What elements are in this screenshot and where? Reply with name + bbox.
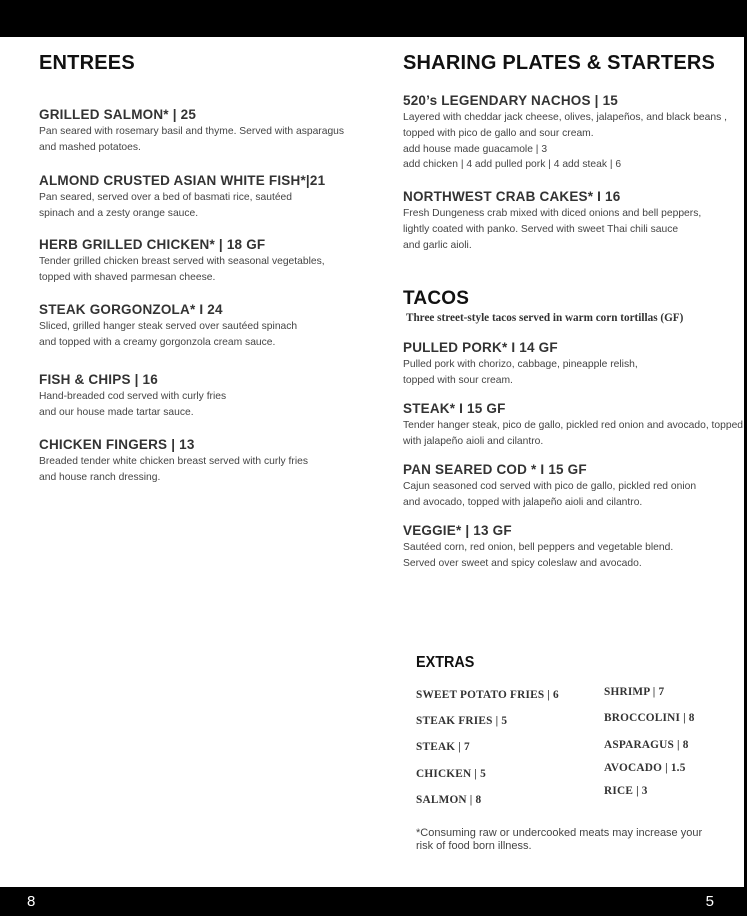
menu-item-description: Pan seared with rosemary basil and thyme. Served with asparagus (39, 126, 345, 137)
menu-item-description: topped with sour cream. (403, 374, 513, 386)
tacos-subtitle: Three street-style tacos served in warm corn tortillas (GF) (406, 312, 684, 324)
menu-item (403, 401, 744, 450)
menu-item-title: PAN SEARED COD * I 15 GF (403, 462, 587, 477)
menu-item-description: and mashed potatoes. (39, 141, 141, 153)
menu-item-title: VEGGIE* | 13 GF (403, 523, 512, 538)
menu-item-description: Pan seared, served over a bed of basmati rice, sautéed (39, 192, 292, 203)
menu-item (403, 462, 733, 511)
menu-item (39, 302, 369, 351)
extra-item: CHICKEN | 5 (416, 768, 486, 780)
menu-item-description: Cajun seasoned cod served with pico de gallo, pickled red onion (403, 481, 697, 492)
bottom-black-bar (0, 887, 747, 916)
menu-item (39, 437, 369, 486)
menu-item (39, 173, 369, 222)
menu-item-title: 520’s LEGENDARY NACHOS | 15 (403, 93, 618, 108)
menu-item-description: topped with shaved parmesan cheese. (39, 271, 216, 283)
extra-item: BROCCOLINI | 8 (604, 712, 695, 724)
menu-item-description: and garlic aioli. (403, 239, 472, 251)
extra-item: SALMON | 8 (416, 794, 482, 806)
raw-meat-footnote: *Consuming raw or undercooked meats may increase your risk of food born illness. (416, 827, 703, 852)
extra-item: AVOCADO | 1.5 (604, 762, 686, 774)
menu-item-description: and our house made tartar sauce. (39, 406, 194, 418)
menu-item-title: HERB GRILLED CHICKEN* | 18 GF (39, 237, 266, 252)
menu-item-title: ALMOND CRUSTED ASIAN WHITE FISH*|21 (39, 173, 326, 188)
extra-item: ASPARAGUS | 8 (604, 739, 689, 751)
extra-item: RICE | 3 (604, 785, 648, 797)
menu-item-description: Tender grilled chicken breast served with seasonal vegetables, (39, 256, 325, 267)
menu-item-title: NORTHWEST CRAB CAKES* I 16 (403, 189, 621, 204)
menu-item-title: STEAK* I 15 GF (403, 401, 506, 416)
menu-item (39, 107, 369, 156)
menu-item-description: Fresh Dungeness crab mixed with diced onions and bell peppers, (403, 208, 702, 219)
menu-item (39, 372, 369, 421)
menu-item-description: Pulled pork with chorizo, cabbage, pineapple relish, (403, 359, 638, 370)
menu-item-description: and house ranch dressing. (39, 471, 161, 483)
menu-item-description: and avocado, topped with jalapeño aioli and cilantro. (403, 496, 643, 508)
sharing-heading: SHARING PLATES & STARTERS (403, 52, 716, 74)
menu-item-description: Hand-breaded cod served with curly fries (39, 391, 227, 402)
menu-item-description: Served over sweet and spicy coleslaw and avocado. (403, 557, 642, 569)
entrees-heading: ENTREES (39, 52, 135, 74)
menu-item (403, 93, 733, 173)
menu-item (403, 189, 733, 253)
menu-item-description: Breaded tender white chicken breast served with curly fries (39, 456, 308, 467)
menu-item-title: GRILLED SALMON* | 25 (39, 107, 197, 122)
menu-item-description: add house made guacamole | 3 (403, 143, 548, 155)
extras-heading: EXTRAS (416, 654, 475, 671)
menu-item (403, 523, 733, 572)
menu-item (39, 237, 369, 286)
page-number-left: 8 (27, 893, 36, 910)
page-number-right: 5 (705, 893, 714, 910)
menu-item-description: spinach and a zesty orange sauce. (39, 207, 199, 219)
menu-item-title: PULLED PORK* I 14 GF (403, 340, 558, 355)
extra-item: SHRIMP | 7 (604, 686, 665, 698)
menu-item-title: FISH & CHIPS | 16 (39, 372, 158, 387)
menu-item-description: Sliced, grilled hanger steak served over sautéed spinach (39, 321, 298, 332)
extra-item: STEAK | 7 (416, 741, 470, 753)
menu-item-description: with jalapeño aioli and cilantro. (403, 435, 544, 447)
menu-item-description: Tender hanger steak, pico de gallo, pickled red onion and avocado, topped (403, 420, 744, 431)
menu-item-description: Layered with cheddar jack cheese, olives, jalapeños, and black beans , (403, 112, 727, 123)
menu-item-description: topped with pico de gallo and sour cream. (403, 127, 594, 139)
menu-item-description: and topped with a creamy gorgonzola cream sauce. (39, 336, 276, 348)
menu-item-description: Sautéed corn, red onion, bell peppers and vegetable blend. (403, 542, 674, 553)
menu-item (403, 340, 733, 389)
menu-item-title: STEAK GORGONZOLA* I 24 (39, 302, 223, 317)
extra-item: SWEET POTATO FRIES | 6 (416, 689, 559, 701)
menu-item-description: add chicken | 4 add pulled pork | 4 add steak | 6 (403, 159, 622, 171)
top-black-bar (0, 0, 747, 37)
menu-item-title: CHICKEN FINGERS | 13 (39, 437, 195, 452)
extra-item: STEAK FRIES | 5 (416, 715, 508, 727)
tacos-heading: TACOS (403, 288, 470, 309)
menu-item-description: lightly coated with panko. Served with sweet Thai chili sauce (403, 223, 679, 235)
